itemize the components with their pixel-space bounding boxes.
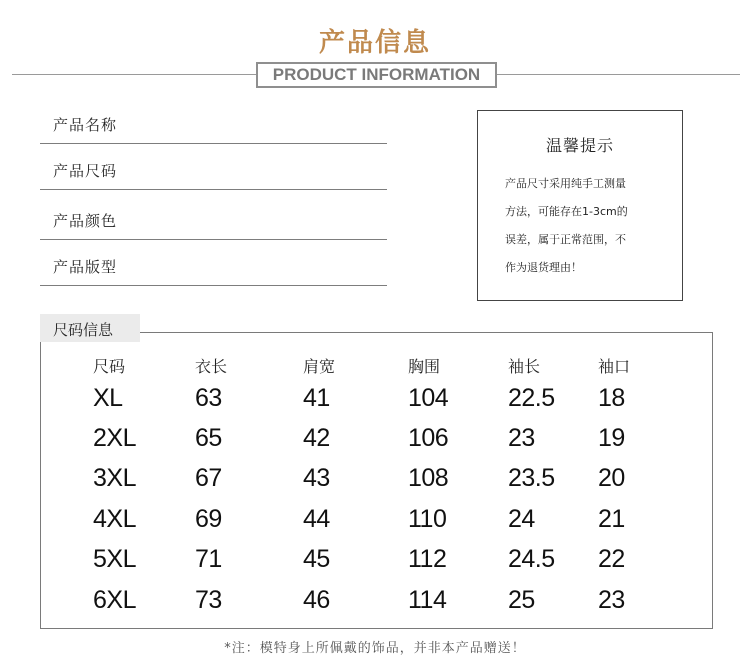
size-table-cell: 108 [408, 464, 449, 492]
tips-line: 产品尺寸采用纯手工测量 [505, 177, 626, 190]
size-table-cell: 3XL [93, 464, 136, 492]
size-table-cell: XL [93, 384, 123, 412]
tips-line: 方法，可能存在1-3cm的 [505, 205, 628, 218]
size-table-cell: 69 [195, 505, 222, 533]
tips-box [477, 110, 683, 301]
size-table-cell: 2XL [93, 424, 136, 452]
field-label: 产品版型 [53, 258, 118, 276]
size-table-cell: 23.5 [508, 464, 555, 492]
size-table-cell: 6XL [93, 586, 136, 614]
size-table-cell: 23 [508, 424, 535, 452]
size-table-cell: 42 [303, 424, 330, 452]
size-table-cell: 67 [195, 464, 222, 492]
size-table-cell: 23 [598, 586, 625, 614]
size-table-cell: 112 [408, 545, 447, 573]
size-table-header: 袖口 [598, 357, 631, 376]
page-title: 产品信息 [318, 28, 431, 58]
size-table-cell: 44 [303, 505, 330, 533]
size-table-cell: 4XL [93, 505, 136, 533]
size-table-cell: 71 [195, 545, 222, 573]
field-label: 产品颜色 [53, 212, 118, 230]
field-product-name [40, 98, 387, 144]
field-label: 产品名称 [53, 116, 118, 134]
page-subtitle: PRODUCT INFORMATION [256, 62, 497, 88]
size-table-cell: 24.5 [508, 545, 555, 573]
size-table-header: 袖长 [508, 357, 541, 376]
size-table-cell: 22.5 [508, 384, 555, 412]
size-table-cell: 106 [408, 424, 449, 452]
size-table-cell: 46 [303, 586, 330, 614]
size-table-header: 衣长 [195, 357, 228, 376]
size-table-cell: 110 [408, 505, 447, 533]
size-table-cell: 18 [598, 384, 625, 412]
size-table-cell: 25 [508, 586, 535, 614]
size-table-cell: 104 [408, 384, 449, 412]
tips-body [505, 170, 665, 282]
size-table-cell: 63 [195, 384, 222, 412]
size-table-cell: 73 [195, 586, 222, 614]
size-table-cell: 43 [303, 464, 330, 492]
size-table-cell: 5XL [93, 545, 136, 573]
size-table-cell: 41 [303, 384, 330, 412]
field-product-fit [40, 240, 387, 286]
size-table-tab-label: 尺码信息 [53, 321, 114, 339]
size-table-cell: 22 [598, 545, 625, 573]
size-table-cell: 19 [598, 424, 625, 452]
size-table-cell: 21 [598, 505, 625, 533]
size-table-cell: 24 [508, 505, 535, 533]
field-product-size [40, 144, 387, 190]
tips-title: 温馨提示 [545, 136, 614, 155]
size-table-cell: 65 [195, 424, 222, 452]
tips-line: 作为退货理由！ [505, 261, 582, 274]
footer-note: *注：模特身上所佩戴的饰品，并非本产品赠送！ [224, 641, 526, 656]
size-table-cell: 20 [598, 464, 625, 492]
size-table-cell: 45 [303, 545, 330, 573]
size-table-header: 胸围 [408, 357, 441, 376]
tips-line: 误差，属于正常范围，不 [505, 233, 626, 246]
size-table-tab [40, 314, 140, 342]
size-table-header: 尺码 [93, 357, 126, 376]
field-product-color [40, 194, 387, 240]
size-table-header: 肩宽 [303, 357, 336, 376]
field-label: 产品尺码 [53, 162, 118, 180]
size-table-cell: 114 [408, 586, 447, 614]
